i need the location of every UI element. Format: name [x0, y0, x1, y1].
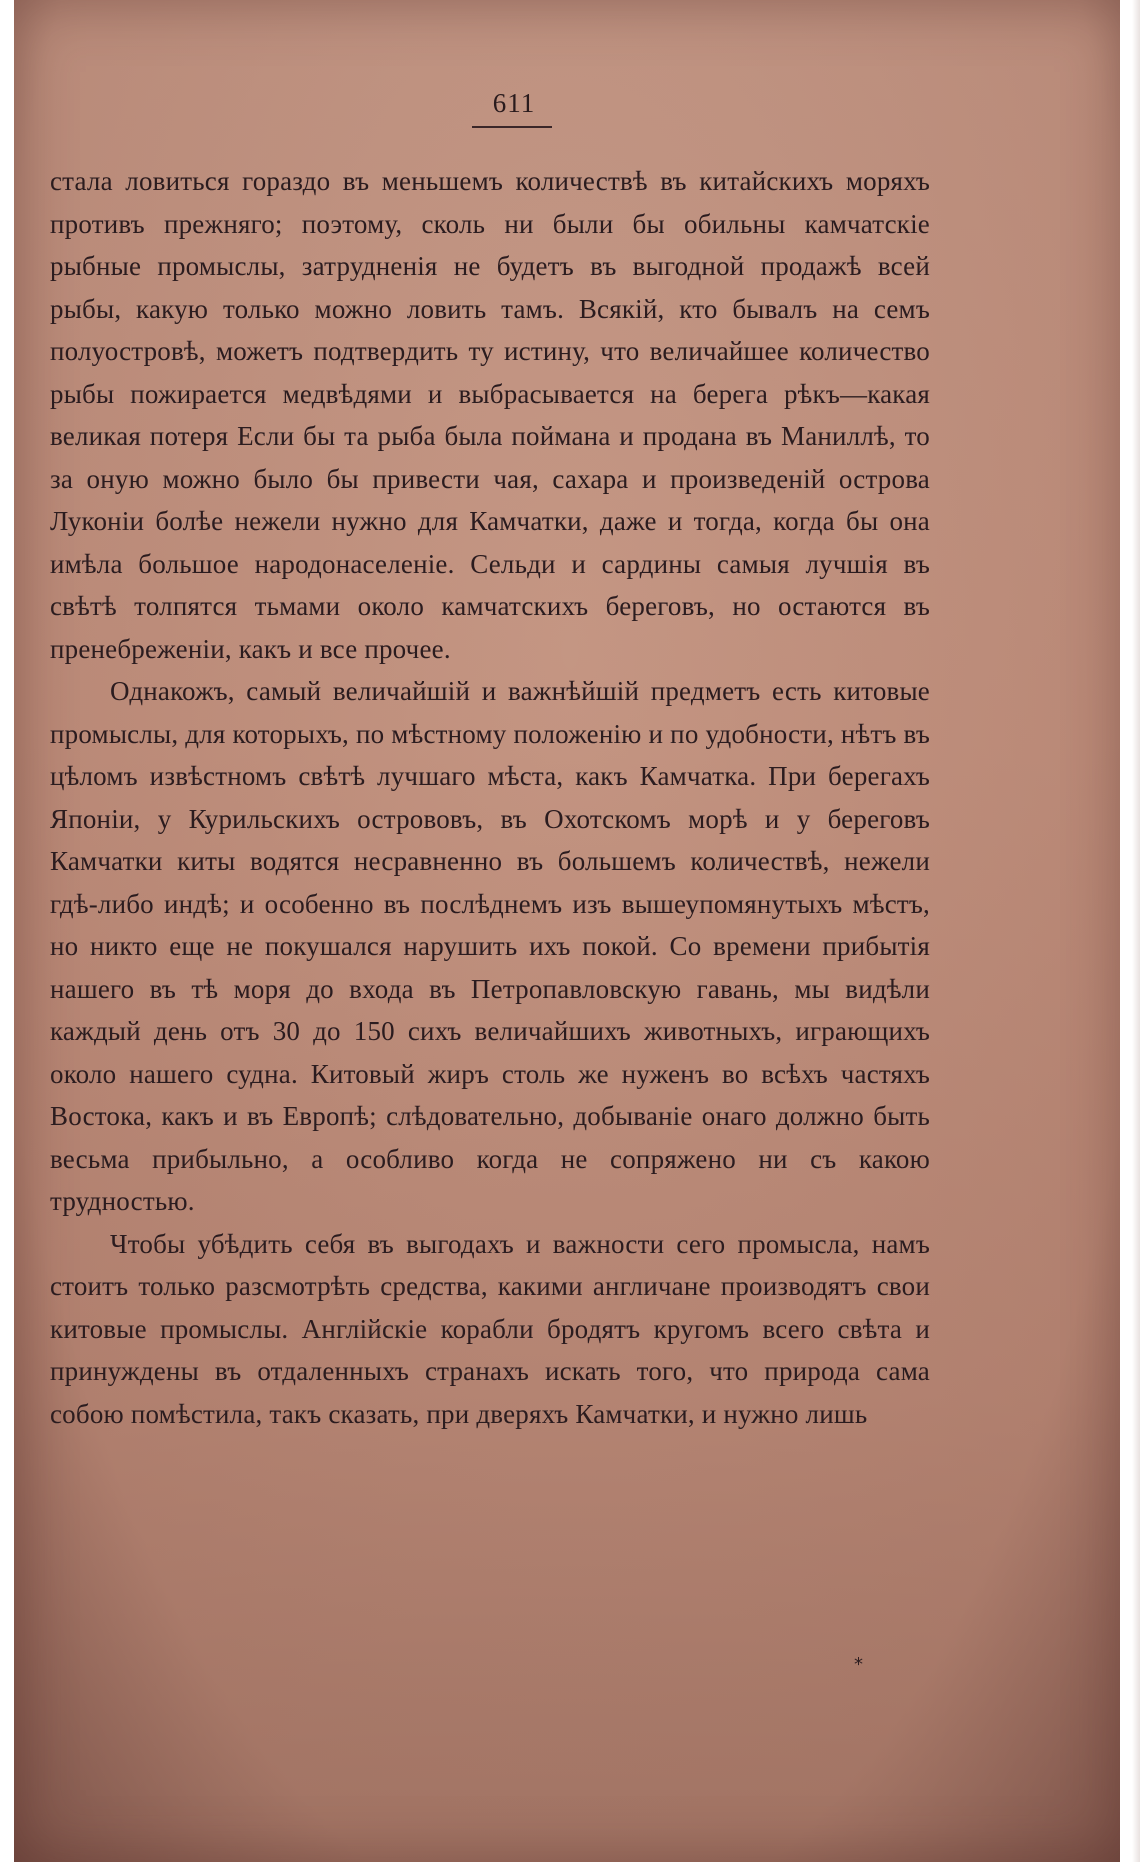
page-number-rule	[472, 126, 552, 128]
paragraph-2: Однакожъ, самый величайшій и важнѣйшій предметъ есть китовые промыслы, для которыхъ, по мѣстному положенію и по удобности, нѣтъ въ цѣломъ извѣстномъ свѣтѣ лучшаго мѣста, какъ Камчатка. При берегахъ Японіи, у Курильскихъ острововъ, въ Охотскомъ морѣ и у береговъ Камчатки киты водятся несравненно въ большемъ количествѣ, нежели гдѣ-либо индѣ; и особенно въ послѣднемъ изъ вышеупомянутыхъ мѣстъ, но никто еще не покушался нарушить ихъ покой. Со времени прибытія нашего въ тѣ моря до входа въ Петропавловскую гавань, мы видѣли каждый день отъ 30 до 150 сихъ величайшихъ животныхъ, играющихъ около нашего судна. Китовый жиръ столь же нуженъ во всѣхъ частяхъ Востока, какъ и въ Европѣ; слѣдовательно, добываніе онаго должно быть весьма прибыльно, а особливо когда не сопряжено ни съ какою трудностью.	[50, 676, 930, 1216]
signature-mark: *	[854, 1654, 863, 1675]
body-text	[50, 160, 930, 1435]
page-number: 611	[492, 88, 536, 118]
page-edge	[1120, 0, 1140, 1862]
paragraph-1: стала ловиться гораздо въ меньшемъ количествѣ въ китайскихъ моряхъ противъ прежняго; поэтому, сколь ни были бы обильны камчатскіе рыбные промыслы, затрудненія не будетъ въ выгодной продажѣ всей рыбы, какую только можно ловить тамъ. Всякій, кто бывалъ на семъ полуостровѣ, можетъ подтвердить ту истину, что величайшее количество рыбы пожирается медвѣдями и выбрасывается на берега рѣкъ—какая великая потеря Если бы та рыба была поймана и продана въ Маниллѣ, то за оную можно было бы привести чая, сахара и произведеній острова Луконіи болѣе нежели нужно для Камчатки, даже и тогда, когда бы она имѣла большое народонаселеніе. Сельди и сардины самыя лучшія въ свѣтѣ толпятся тьмами около камчатскихъ береговъ, но остаются въ пренебреженіи, какъ и все прочее.	[50, 166, 930, 664]
paragraph-3: Чтобы убѣдить себя въ выгодахъ и важности сего промысла, намъ стоитъ только разсмотрѣть средства, какими англичане производятъ свои китовые промыслы. Англійскіе корабли бродятъ кругомъ всего свѣта и принуждены въ отдаленныхъ странахъ искать того, что природа сама собою помѣстила, такъ сказать, при дверяхъ Камчатки, и нужно лишь	[50, 1228, 930, 1429]
page-scan	[14, 0, 1126, 1862]
